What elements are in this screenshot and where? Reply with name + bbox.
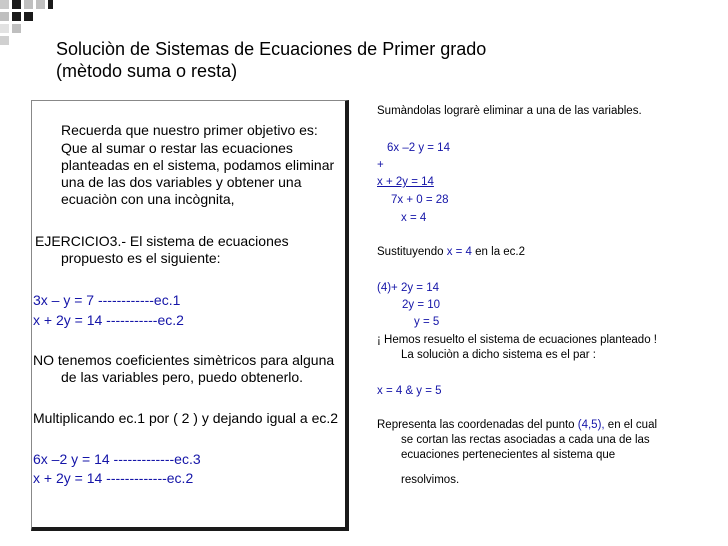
title-line-2: (mètodo suma o resta)	[56, 61, 238, 81]
no-coef-line: NO tenemos coeficientes simètricos para alguna	[33, 352, 335, 368]
equation-4: x + 2y = 14 -------------ec.2	[33, 470, 194, 486]
intro-line: ecuaciòn con una incògnita,	[61, 191, 235, 207]
intro-line: una de las dos variables y obtener una	[61, 174, 302, 190]
multiply-line: Multiplicando ec.1 por ( 2 ) y dejando igual a ec.2	[33, 410, 339, 426]
solve-line: (4)+ 2y = 14	[377, 282, 440, 294]
represent-post: en el cual	[604, 419, 658, 431]
represent-line: se cortan las rectas asociadas a cada una de las	[401, 434, 650, 446]
title-line-1: Soluciòn de Sistemas de Ecuaciones de Primer grado	[56, 39, 487, 59]
intro-line: Que al sumar o restar las ecuaciones	[61, 140, 293, 156]
intro-line: Recuerda que nuestro primer objetivo es:	[61, 122, 318, 138]
slide-title	[56, 38, 486, 82]
solve-line: y = 5	[414, 316, 440, 328]
sum-line: x = 4	[401, 212, 427, 224]
represent-line	[377, 418, 657, 432]
solve-line: 2y = 10	[402, 299, 441, 311]
represent-pre: Representa las coordenadas del punto	[377, 419, 578, 431]
resolved-line: La soluciòn a dicho sistema es el par :	[401, 349, 596, 361]
resolved-line: ¡ Hemos resuelto el sistema de ecuaciones planteado !	[377, 334, 657, 346]
substitute-post: en la ec.2	[471, 246, 526, 258]
sum-line: +	[377, 159, 384, 171]
represent-line: resolvimos.	[401, 474, 460, 486]
sum-line: 6x –2 y = 14	[387, 142, 450, 154]
sum-line: 7x + 0 = 28	[391, 194, 449, 206]
equation-3: 6x –2 y = 14 -------------ec.3	[33, 451, 201, 467]
substitute-pre: Sustituyendo	[377, 246, 447, 258]
represent-line: ecuaciones pertenecientes al sistema que	[401, 449, 616, 461]
no-coef-line: de las variables pero, puedo obtenerlo.	[61, 369, 304, 385]
substitute-value: x = 4	[446, 246, 472, 258]
sum-line: x + 2y = 14	[377, 176, 434, 188]
represent-point: (4,5),	[577, 419, 605, 431]
sum-intro: Sumàndolas lograrè eliminar a una de las variables.	[377, 105, 642, 117]
exercise-line: propuesto es el siguiente:	[61, 250, 221, 266]
equation-1: 3x – y = 7 ------------ec.1	[33, 292, 181, 308]
exercise-line: EJERCICIO3.- El sistema de ecuaciones	[35, 233, 289, 249]
solution-pair: x = 4 & y = 5	[377, 385, 442, 397]
substitute-line	[377, 245, 525, 259]
equation-2: x + 2y = 14 -----------ec.2	[33, 312, 184, 328]
decorative-squares	[0, 0, 60, 45]
intro-line: planteadas en el sistema, podamos eliminar	[61, 157, 335, 173]
